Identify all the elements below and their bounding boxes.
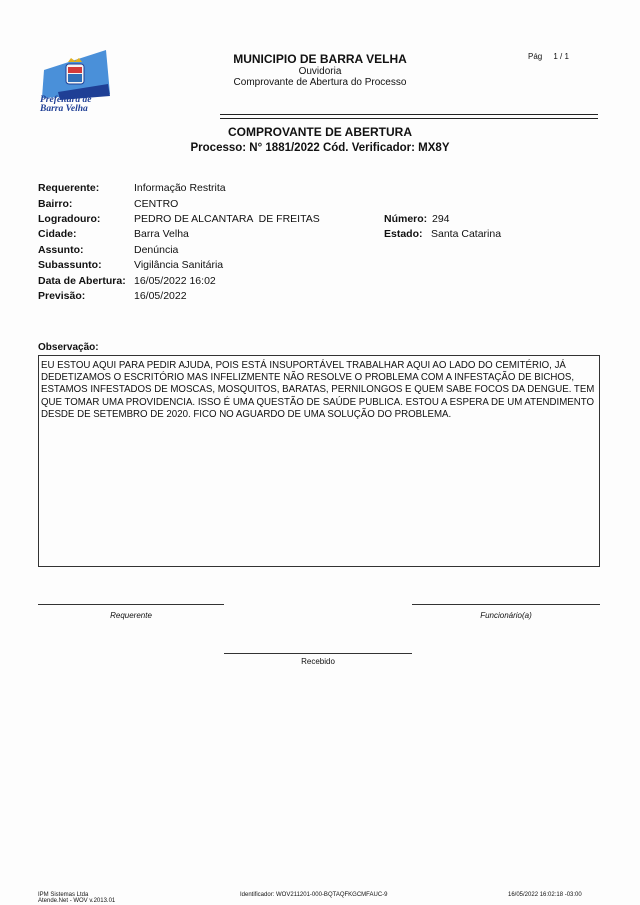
previsao-value: 16/05/2022: [134, 290, 187, 302]
requerente-signature-line: [38, 604, 224, 605]
header-department: Ouvidoria: [298, 66, 342, 77]
assunto-value: Denúncia: [134, 244, 179, 256]
bairro-value: CENTRO: [134, 198, 179, 210]
numero-value: 294: [432, 213, 450, 225]
header-subtitle: Comprovante de Abertura do Processo: [233, 77, 407, 88]
subassunto-value: Vigilância Sanitária: [134, 259, 224, 271]
data-abertura-value: 16/05/2022 16:02: [134, 275, 216, 287]
funcionario-signature-line: [412, 604, 600, 605]
logo-text-line1: Prefeitura de: [40, 95, 92, 105]
process-line: Processo: N° 1881/2022 Cód. Verificador: MX8Y: [190, 142, 450, 154]
page-number: 1 / 1: [553, 52, 569, 61]
logradouro-label: Logradouro:: [38, 213, 101, 225]
logradouro-value: PEDRO DE ALCANTARA DE FREITAS: [134, 213, 320, 225]
footer-identifier: Identificador: WOV211201-000-BQTAQFKGCMFAUC-9: [240, 892, 388, 898]
page-indicator: [528, 52, 569, 61]
header-title: MUNICIPIO DE BARRA VELHA: [233, 52, 407, 66]
numero-label: Número:: [384, 213, 428, 225]
requerente-signature-label: Requerente: [110, 611, 152, 620]
footer-version: Atende.Net - WOV v.2013.01: [38, 898, 116, 904]
cidade-value: Barra Velha: [134, 228, 189, 240]
header-divider-thin: [220, 118, 598, 119]
estado-value: Santa Catarina: [431, 228, 502, 240]
requerente-label: Requerente:: [38, 182, 100, 194]
document-title: COMPROVANTE DE ABERTURA: [227, 125, 412, 139]
footer-company: IPM Sistemas Ltda: [38, 892, 89, 898]
recebido-signature-label: Recebido: [301, 657, 335, 666]
header-divider: [220, 114, 598, 115]
logo-text: [40, 96, 91, 114]
recebido-signature-line: [224, 653, 412, 654]
footer-timestamp: 16/05/2022 16:02:18 -03:00: [508, 892, 582, 898]
data-abertura-label: Data de Abertura:: [38, 275, 126, 287]
observacao-label: Observação:: [38, 342, 99, 353]
bairro-label: Bairro:: [38, 198, 73, 210]
page-label: Pág: [528, 52, 543, 61]
cidade-label: Cidade:: [38, 228, 77, 240]
funcionario-signature-label: Funcionário(a): [480, 611, 532, 620]
requerente-value: Informação Restrita: [134, 182, 226, 194]
previsao-label: Previsão:: [38, 290, 86, 302]
observacao-text: EU ESTOU AQUI PARA PEDIR AJUDA, POIS ESTÁ INSUPORTÁVEL TRABALHAR AQUI AO LADO DO CEMITÉRIO, JÁ DEDETIZAMOS O ESCRITÓRIO MAS INFELIZMENTE NÃO RESOLVE O PROBLEMA COM A INFESTAÇÃO DE BICHOS, ESTAMOS INFESTADOS DE MOSCAS, MOSQUITOS, BARATAS, PERNILONGOS E QUEM SABE FOCOS DA DENGUE. TEM QUE TOMAR UMA PROVIDENCIA. ISSO É UMA QUESTÃO DE SAÚDE PUBLICA. ESTOU A ESPERA DE UM ATENDIMENTO DESDE DE SETEMBRO DE 2020. FICO NO AGUARDO DE UMA SOLUÇÃO DO PROBLEMA.: [41, 360, 595, 420]
logo-text-line2: Barra Velha: [40, 104, 88, 114]
subassunto-label: Subassunto:: [38, 259, 102, 271]
assunto-label: Assunto:: [38, 244, 84, 256]
estado-label: Estado:: [384, 228, 423, 240]
